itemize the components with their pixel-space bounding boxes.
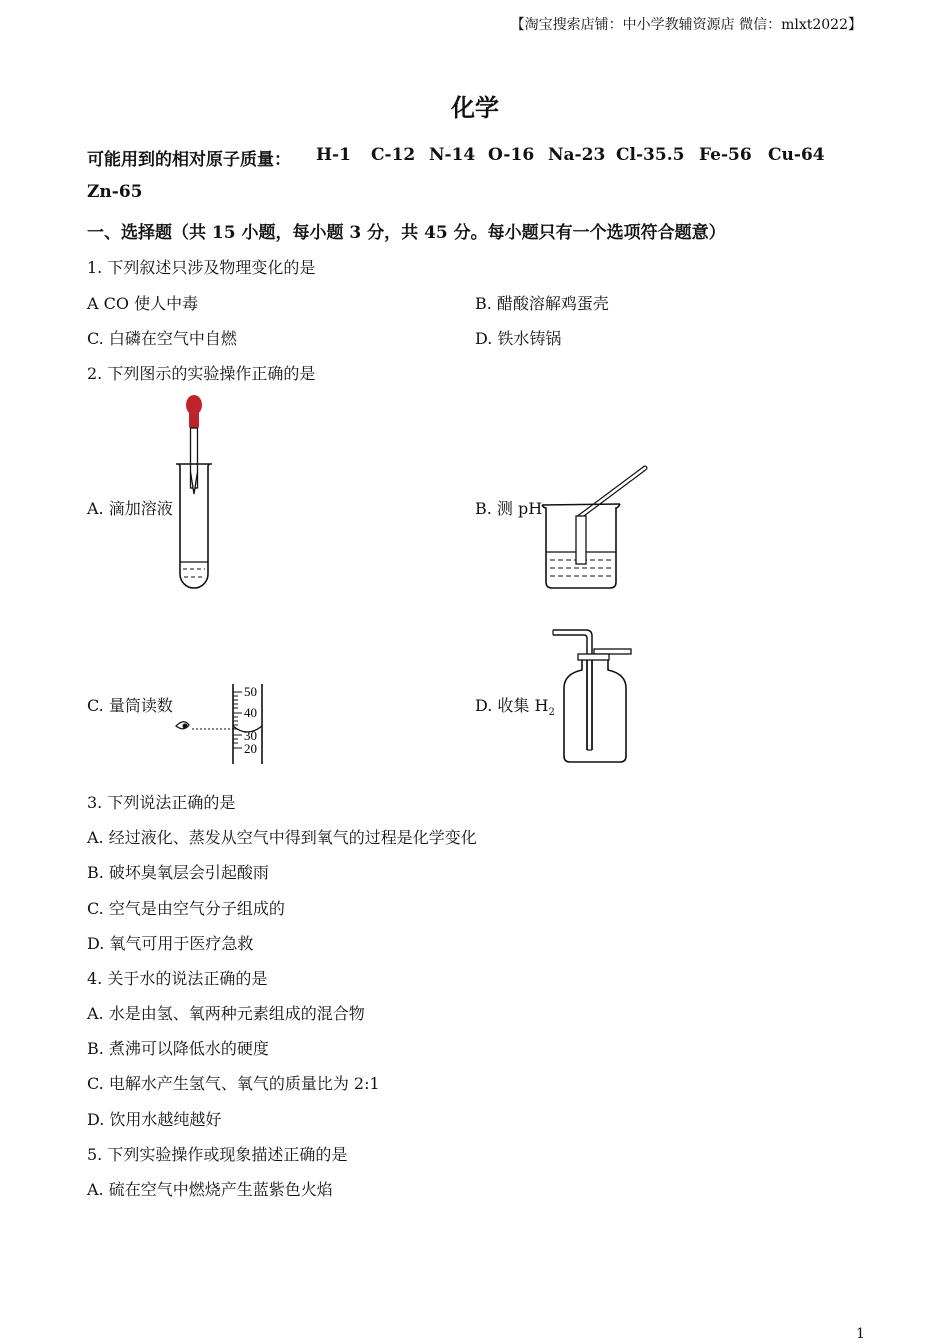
q2-option-b: B. 测 pH	[475, 499, 543, 518]
q2-option-a: A. 滴加溶液	[87, 499, 173, 518]
q4-option-a: A. 水是由氢、氧两种元素组成的混合物	[87, 1004, 365, 1023]
q2-option-d	[475, 693, 555, 718]
q2-option-c: C. 量筒读数	[87, 696, 173, 715]
atomic-mass-fe: Fe-56	[699, 145, 752, 165]
q1-stem: 1. 下列叙述只涉及物理变化的是	[87, 258, 316, 277]
q4-option-c: C. 电解水产生氢气、氧气的质量比为 2:1	[87, 1074, 380, 1093]
atomic-mass-cu: Cu-64	[768, 145, 825, 165]
q3-option-c: C. 空气是由空气分子组成的	[87, 899, 285, 918]
q4-option-b: B. 煮沸可以降低水的硬度	[87, 1039, 269, 1058]
atomic-mass-h: H-1	[316, 145, 351, 165]
section-heading: 一、选择题（共 15 小题，每小题 3 分，共 45 分。每小题只有一个选项符合题意）	[87, 223, 726, 243]
q3-option-a: A. 经过液化、蒸发从空气中得到氧气的过程是化学变化	[87, 828, 477, 847]
dropper-testtube-figure	[170, 392, 220, 592]
cylinder-tick-30: 30	[244, 728, 257, 743]
atomic-mass-c: C-12	[371, 145, 416, 165]
q4-option-d: D. 饮用水越纯越好	[87, 1110, 222, 1129]
cylinder-tick-20: 20	[244, 741, 257, 756]
atomic-mass-cl: Cl-35.5	[616, 145, 685, 165]
page-number: 1	[856, 1326, 865, 1342]
atomic-mass-na: Na-23	[548, 145, 606, 165]
q3-stem: 3. 下列说法正确的是	[87, 793, 236, 812]
atomic-mass-n: N-14	[429, 145, 476, 165]
ph-beaker-figure	[540, 460, 655, 595]
q4-stem: 4. 关于水的说法正确的是	[87, 969, 268, 988]
page-title: 化学	[451, 94, 499, 122]
atomic-mass-label: 可能用到的相对原子质量：	[87, 150, 291, 170]
q1-option-d: D. 铁水铸锅	[475, 329, 562, 348]
atomic-mass-o: O-16	[488, 145, 535, 165]
cylinder-tick-40: 40	[244, 705, 257, 720]
q5-stem: 5. 下列实验操作或现象描述正确的是	[87, 1145, 348, 1164]
cylinder-tick-50: 50	[244, 684, 257, 699]
q2-stem: 2. 下列图示的实验操作正确的是	[87, 364, 316, 383]
q5-option-a: A. 硫在空气中燃烧产生蓝紫色火焰	[87, 1180, 333, 1199]
cylinder-reading-figure	[170, 680, 270, 770]
q3-option-d: D. 氧气可用于医疗急救	[87, 934, 254, 953]
q2-option-d-text: D. 收集 H	[475, 696, 549, 715]
q1-option-c: C. 白磷在空气中自燃	[87, 329, 237, 348]
q1-option-b: B. 醋酸溶解鸡蛋壳	[475, 294, 609, 313]
q3-option-b: B. 破坏臭氧层会引起酸雨	[87, 863, 269, 882]
page-header: 【淘宝搜索店铺：中小学教辅资源店 微信：mlxt2022】	[510, 17, 862, 33]
q1-option-a: A CO 使人中毒	[87, 294, 199, 313]
atomic-mass-zn: Zn-65	[87, 182, 143, 202]
gas-bottle-figure	[548, 626, 638, 768]
q2-option-d-subscript: 2	[548, 707, 555, 719]
